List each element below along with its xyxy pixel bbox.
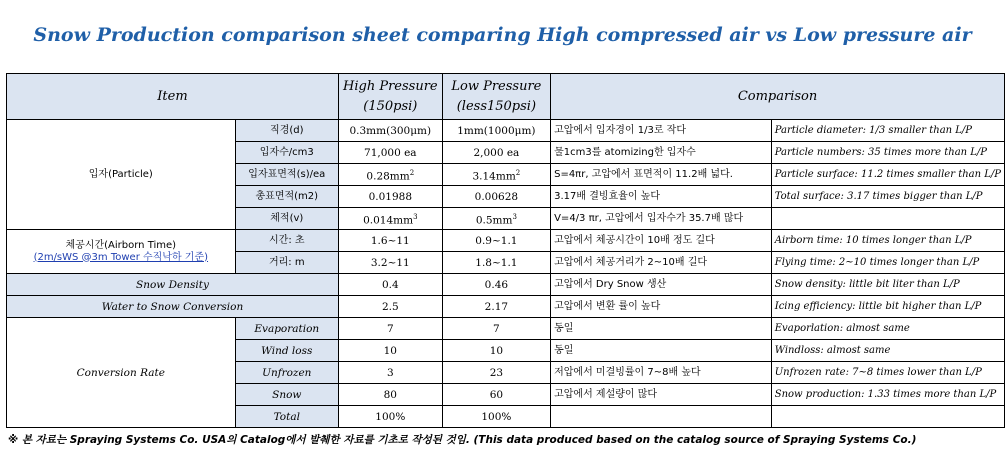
low-value: 0.46 bbox=[442, 274, 550, 296]
low-value: 100% bbox=[442, 406, 550, 428]
high-value: 0.3mm(300μm) bbox=[338, 120, 442, 142]
header-row bbox=[7, 74, 1005, 120]
footnote: ※ 본 자료는 Spraying Systems Co. USA의 Catalog에서 발췌한 자료를 기초로 작성된 것임. (This data produced based on the catalog source of Spraying Systems Co.) bbox=[8, 434, 917, 446]
high-value: 0.4 bbox=[338, 274, 442, 296]
comparison-en: Snow production: 1.33 times more than L/P bbox=[771, 384, 1004, 406]
comparison-kr: 고압에서 체공거리가 2~10배 길다 bbox=[551, 252, 772, 274]
high-value: 3.2~11 bbox=[338, 252, 442, 274]
comparison-en: Particle diameter: 1/3 smaller than L/P bbox=[771, 120, 1004, 142]
row-label: 입자수/cm3 bbox=[235, 142, 338, 164]
comparison-en: Total surface: 3.17 times bigger than L/P bbox=[771, 186, 1004, 208]
table-row bbox=[7, 230, 1005, 252]
low-value: 7 bbox=[442, 318, 550, 340]
comparison-en bbox=[771, 406, 1004, 428]
high-value: 2.5 bbox=[338, 296, 442, 318]
comparison-kr: 고압에서 입자경이 1/3로 작다 bbox=[551, 120, 772, 142]
comparison-kr: 3.17배 결빙효율이 높다 bbox=[551, 186, 772, 208]
comparison-en: Particle numbers: 35 times more than L/P bbox=[771, 142, 1004, 164]
low-value: 60 bbox=[442, 384, 550, 406]
header-item: Item bbox=[7, 74, 339, 120]
row-label: Water to Snow Conversion bbox=[7, 296, 339, 318]
high-value: 1.6~11 bbox=[338, 230, 442, 252]
low-value: 2,000 ea bbox=[442, 142, 550, 164]
header-low-pressure: Low Pressure (less150psi) bbox=[442, 74, 550, 120]
row-label: Snow Density bbox=[7, 274, 339, 296]
high-value: 80 bbox=[338, 384, 442, 406]
comparison-kr: V=4/3 πr, 고압에서 입자수가 35.7배 많다 bbox=[551, 208, 772, 230]
low-value: 0.00628 bbox=[442, 186, 550, 208]
table-row bbox=[7, 296, 1005, 318]
comparison-kr: 고압에서 변환 률이 높다 bbox=[551, 296, 772, 318]
group-airborn-time: 체공시간(Airborn Time) (2m/sWS @3m Tower 수직낙하 기준) bbox=[7, 230, 236, 274]
tower-reference-link[interactable]: (2m/sWS @3m Tower 수직낙하 기준) bbox=[33, 251, 209, 263]
row-label: 거리: m bbox=[235, 252, 338, 274]
page-title: Snow Production comparison sheet comparing High compressed air vs Low pressure air bbox=[33, 24, 972, 46]
row-label: Total bbox=[235, 406, 338, 428]
table-row bbox=[7, 120, 1005, 142]
high-value: 100% bbox=[338, 406, 442, 428]
row-label: Unfrozen bbox=[235, 362, 338, 384]
row-label: Evaporation bbox=[235, 318, 338, 340]
comparison-en: Flying time: 2~10 times longer than L/P bbox=[771, 252, 1004, 274]
row-label: 총표면적(m2) bbox=[235, 186, 338, 208]
row-label: 직경(d) bbox=[235, 120, 338, 142]
header-high-pressure: High Pressure (150psi) bbox=[338, 74, 442, 120]
high-value: 0.01988 bbox=[338, 186, 442, 208]
comparison-en: Airborn time: 10 times longer than L/P bbox=[771, 230, 1004, 252]
row-label: 입자표면적(s)/ea bbox=[235, 164, 338, 186]
high-value: 3 bbox=[338, 362, 442, 384]
comparison-kr: 동일 bbox=[551, 340, 772, 362]
row-label: 시간: 초 bbox=[235, 230, 338, 252]
comparison-en: Particle surface: 11.2 times smaller than L/P bbox=[771, 164, 1004, 186]
low-value: 1mm(1000μm) bbox=[442, 120, 550, 142]
comparison-kr: S=4πr, 고압에서 표면적이 11.2배 넓다. bbox=[551, 164, 772, 186]
high-value: $0.014mm^3$ bbox=[338, 208, 442, 230]
row-label: Snow bbox=[235, 384, 338, 406]
group-particle: 입자(Particle) bbox=[7, 120, 236, 230]
comparison-en: Unfrozen rate: 7~8 times lower than L/P bbox=[771, 362, 1004, 384]
low-value: 23 bbox=[442, 362, 550, 384]
low-value: 0.9~1.1 bbox=[442, 230, 550, 252]
comparison-kr: 고압에서 Dry Snow 생산 bbox=[551, 274, 772, 296]
comparison-kr: 고압에서 제설량이 많다 bbox=[551, 384, 772, 406]
comparison-en: Windloss: almost same bbox=[771, 340, 1004, 362]
comparison-table bbox=[6, 73, 1005, 428]
row-label: Wind loss bbox=[235, 340, 338, 362]
comparison-en: Evaporlation: almost same bbox=[771, 318, 1004, 340]
low-value: $3.14mm^2$ bbox=[442, 164, 550, 186]
high-value: 71,000 ea bbox=[338, 142, 442, 164]
comparison-kr: 저압에서 미결빙률이 7~8배 높다 bbox=[551, 362, 772, 384]
row-label: 체적(v) bbox=[235, 208, 338, 230]
header-comparison: Comparison bbox=[551, 74, 1005, 120]
comparison-en: Snow density: little bit liter than L/P bbox=[771, 274, 1004, 296]
comparison-kr bbox=[551, 406, 772, 428]
low-value: 1.8~1.1 bbox=[442, 252, 550, 274]
table-row bbox=[7, 274, 1005, 296]
table-row bbox=[7, 318, 1005, 340]
high-value: 7 bbox=[338, 318, 442, 340]
low-value: $0.5mm^3$ bbox=[442, 208, 550, 230]
high-value: $0.28mm^2$ bbox=[338, 164, 442, 186]
comparison-kr: 물1cm3를 atomizing한 입자수 bbox=[551, 142, 772, 164]
high-value: 10 bbox=[338, 340, 442, 362]
low-value: 2.17 bbox=[442, 296, 550, 318]
comparison-en bbox=[771, 208, 1004, 230]
low-value: 10 bbox=[442, 340, 550, 362]
comparison-kr: 고압에서 체공시간이 10배 정도 길다 bbox=[551, 230, 772, 252]
group-conversion-rate: Conversion Rate bbox=[7, 318, 236, 428]
comparison-kr: 동일 bbox=[551, 318, 772, 340]
comparison-en: Icing efficiency: little bit higher than L/P bbox=[771, 296, 1004, 318]
